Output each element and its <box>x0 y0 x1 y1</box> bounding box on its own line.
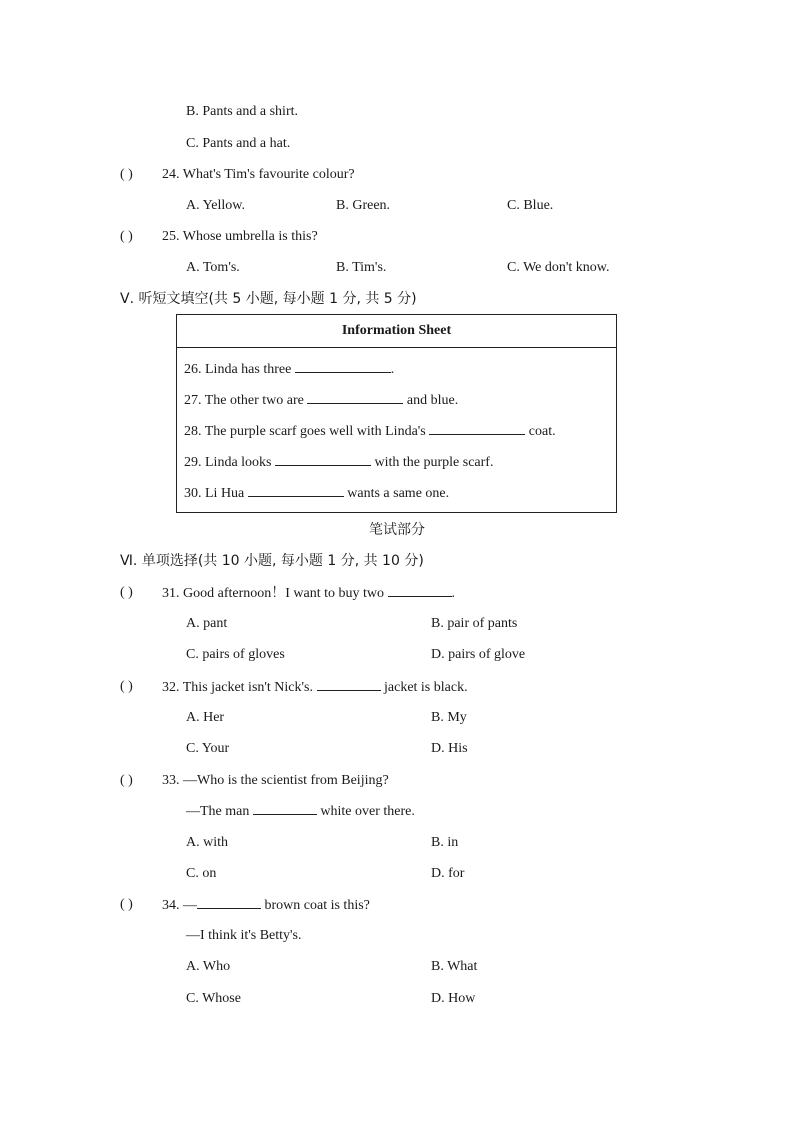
q31-option-d: D. pairs of glove <box>431 647 526 662</box>
information-sheet-title: Information Sheet <box>177 315 616 348</box>
q32-stem-end: jacket is black. <box>384 680 468 695</box>
q33-option-a: A. with <box>186 835 228 850</box>
q34-option-b: B. What <box>431 959 478 974</box>
info-row-29-blank[interactable] <box>275 453 371 466</box>
q25-option-c: C. We don't know. <box>507 260 610 275</box>
q33-option-d: D. for <box>431 866 465 881</box>
q32-answer-bracket[interactable]: ( ) <box>120 679 133 694</box>
q31-option-c: C. pairs of gloves <box>186 647 285 662</box>
section-6-heading: Ⅵ. 单项选择(共 10 小题, 每小题 1 分, 共 10 分) <box>120 553 424 569</box>
q24-answer-bracket[interactable]: ( ) <box>120 167 133 182</box>
info-row-26-text: 26. Linda has three <box>184 362 292 377</box>
q25-option-b: B. Tim's. <box>336 260 387 275</box>
q31-stem-text: 31. Good afternoon！I want to buy two <box>162 586 385 601</box>
q32-stem <box>162 678 468 697</box>
q25-answer-bracket[interactable]: ( ) <box>120 229 133 244</box>
info-row-26-end: . <box>390 362 395 377</box>
info-row-28-blank[interactable] <box>429 422 525 435</box>
info-row-30-end: wants a same one. <box>347 486 450 501</box>
q32-stem-text: 32. This jacket isn't Nick's. <box>162 680 313 695</box>
q24-option-a: A. Yellow. <box>186 198 245 213</box>
q23-option-c: C. Pants and a hat. <box>186 136 291 151</box>
q34-option-c: C. Whose <box>186 991 241 1006</box>
info-row-28-end: coat. <box>528 424 556 439</box>
q32-option-d: D. His <box>431 741 468 756</box>
q34-stem-text: 34. — <box>162 898 197 913</box>
q31-blank[interactable] <box>388 584 452 597</box>
info-row-29-text: 29. Linda looks <box>184 455 272 470</box>
info-row-27-text: 27. The other two are <box>184 393 304 408</box>
q33-option-c: C. on <box>186 866 217 881</box>
q25-stem: 25. Whose umbrella is this? <box>162 229 318 244</box>
info-row-30-blank[interactable] <box>248 484 344 497</box>
info-row-28-text: 28. The purple scarf goes well with Linda's <box>184 424 426 439</box>
q25-option-a: A. Tom's. <box>186 260 240 275</box>
info-row-27-end: and blue. <box>406 393 459 408</box>
info-row-26 <box>184 360 394 379</box>
q23-option-b: B. Pants and a shirt. <box>186 104 298 119</box>
q32-option-a: A. Her <box>186 710 225 725</box>
info-row-27-blank[interactable] <box>307 391 403 404</box>
q33-answer-bracket[interactable]: ( ) <box>120 773 133 788</box>
q31-option-a: A. pant <box>186 616 228 631</box>
q34-line2: —I think it's Betty's. <box>186 928 302 943</box>
info-row-29 <box>184 453 493 472</box>
q34-option-a: A. Who <box>186 959 231 974</box>
q24-option-b: B. Green. <box>336 198 391 213</box>
section-5-heading: Ⅴ. 听短文填空(共 5 小题, 每小题 1 分, 共 5 分) <box>120 291 417 307</box>
q34-blank[interactable] <box>197 896 261 909</box>
q34-stem-end: brown coat is this? <box>264 898 370 913</box>
written-part-title: 笔试部分 <box>369 522 425 538</box>
q24-option-c: C. Blue. <box>507 198 554 213</box>
q34-option-d: D. How <box>431 991 476 1006</box>
q31-stem-end: . <box>451 586 456 601</box>
information-sheet <box>176 314 617 513</box>
info-row-30 <box>184 484 449 503</box>
q33-stem: 33. —Who is the scientist from Beijing? <box>162 773 389 788</box>
q31-stem <box>162 584 455 603</box>
info-row-28 <box>184 422 556 441</box>
info-row-29-end: with the purple scarf. <box>374 455 494 470</box>
q33-line2-text: —The man <box>186 804 250 819</box>
q31-option-b: B. pair of pants <box>431 616 518 631</box>
q24-stem: 24. What's Tim's favourite colour? <box>162 167 355 182</box>
info-row-26-blank[interactable] <box>295 360 391 373</box>
q33-option-b: B. in <box>431 835 459 850</box>
q33-line2-end: white over there. <box>320 804 415 819</box>
q33-blank[interactable] <box>253 802 317 815</box>
info-row-27 <box>184 391 458 410</box>
q32-option-c: C. Your <box>186 741 230 756</box>
q34-answer-bracket[interactable]: ( ) <box>120 897 133 912</box>
info-row-30-text: 30. Li Hua <box>184 486 245 501</box>
q33-line2 <box>186 802 415 821</box>
q31-answer-bracket[interactable]: ( ) <box>120 585 133 600</box>
q34-stem <box>162 896 370 915</box>
q32-blank[interactable] <box>317 678 381 691</box>
q32-option-b: B. My <box>431 710 467 725</box>
